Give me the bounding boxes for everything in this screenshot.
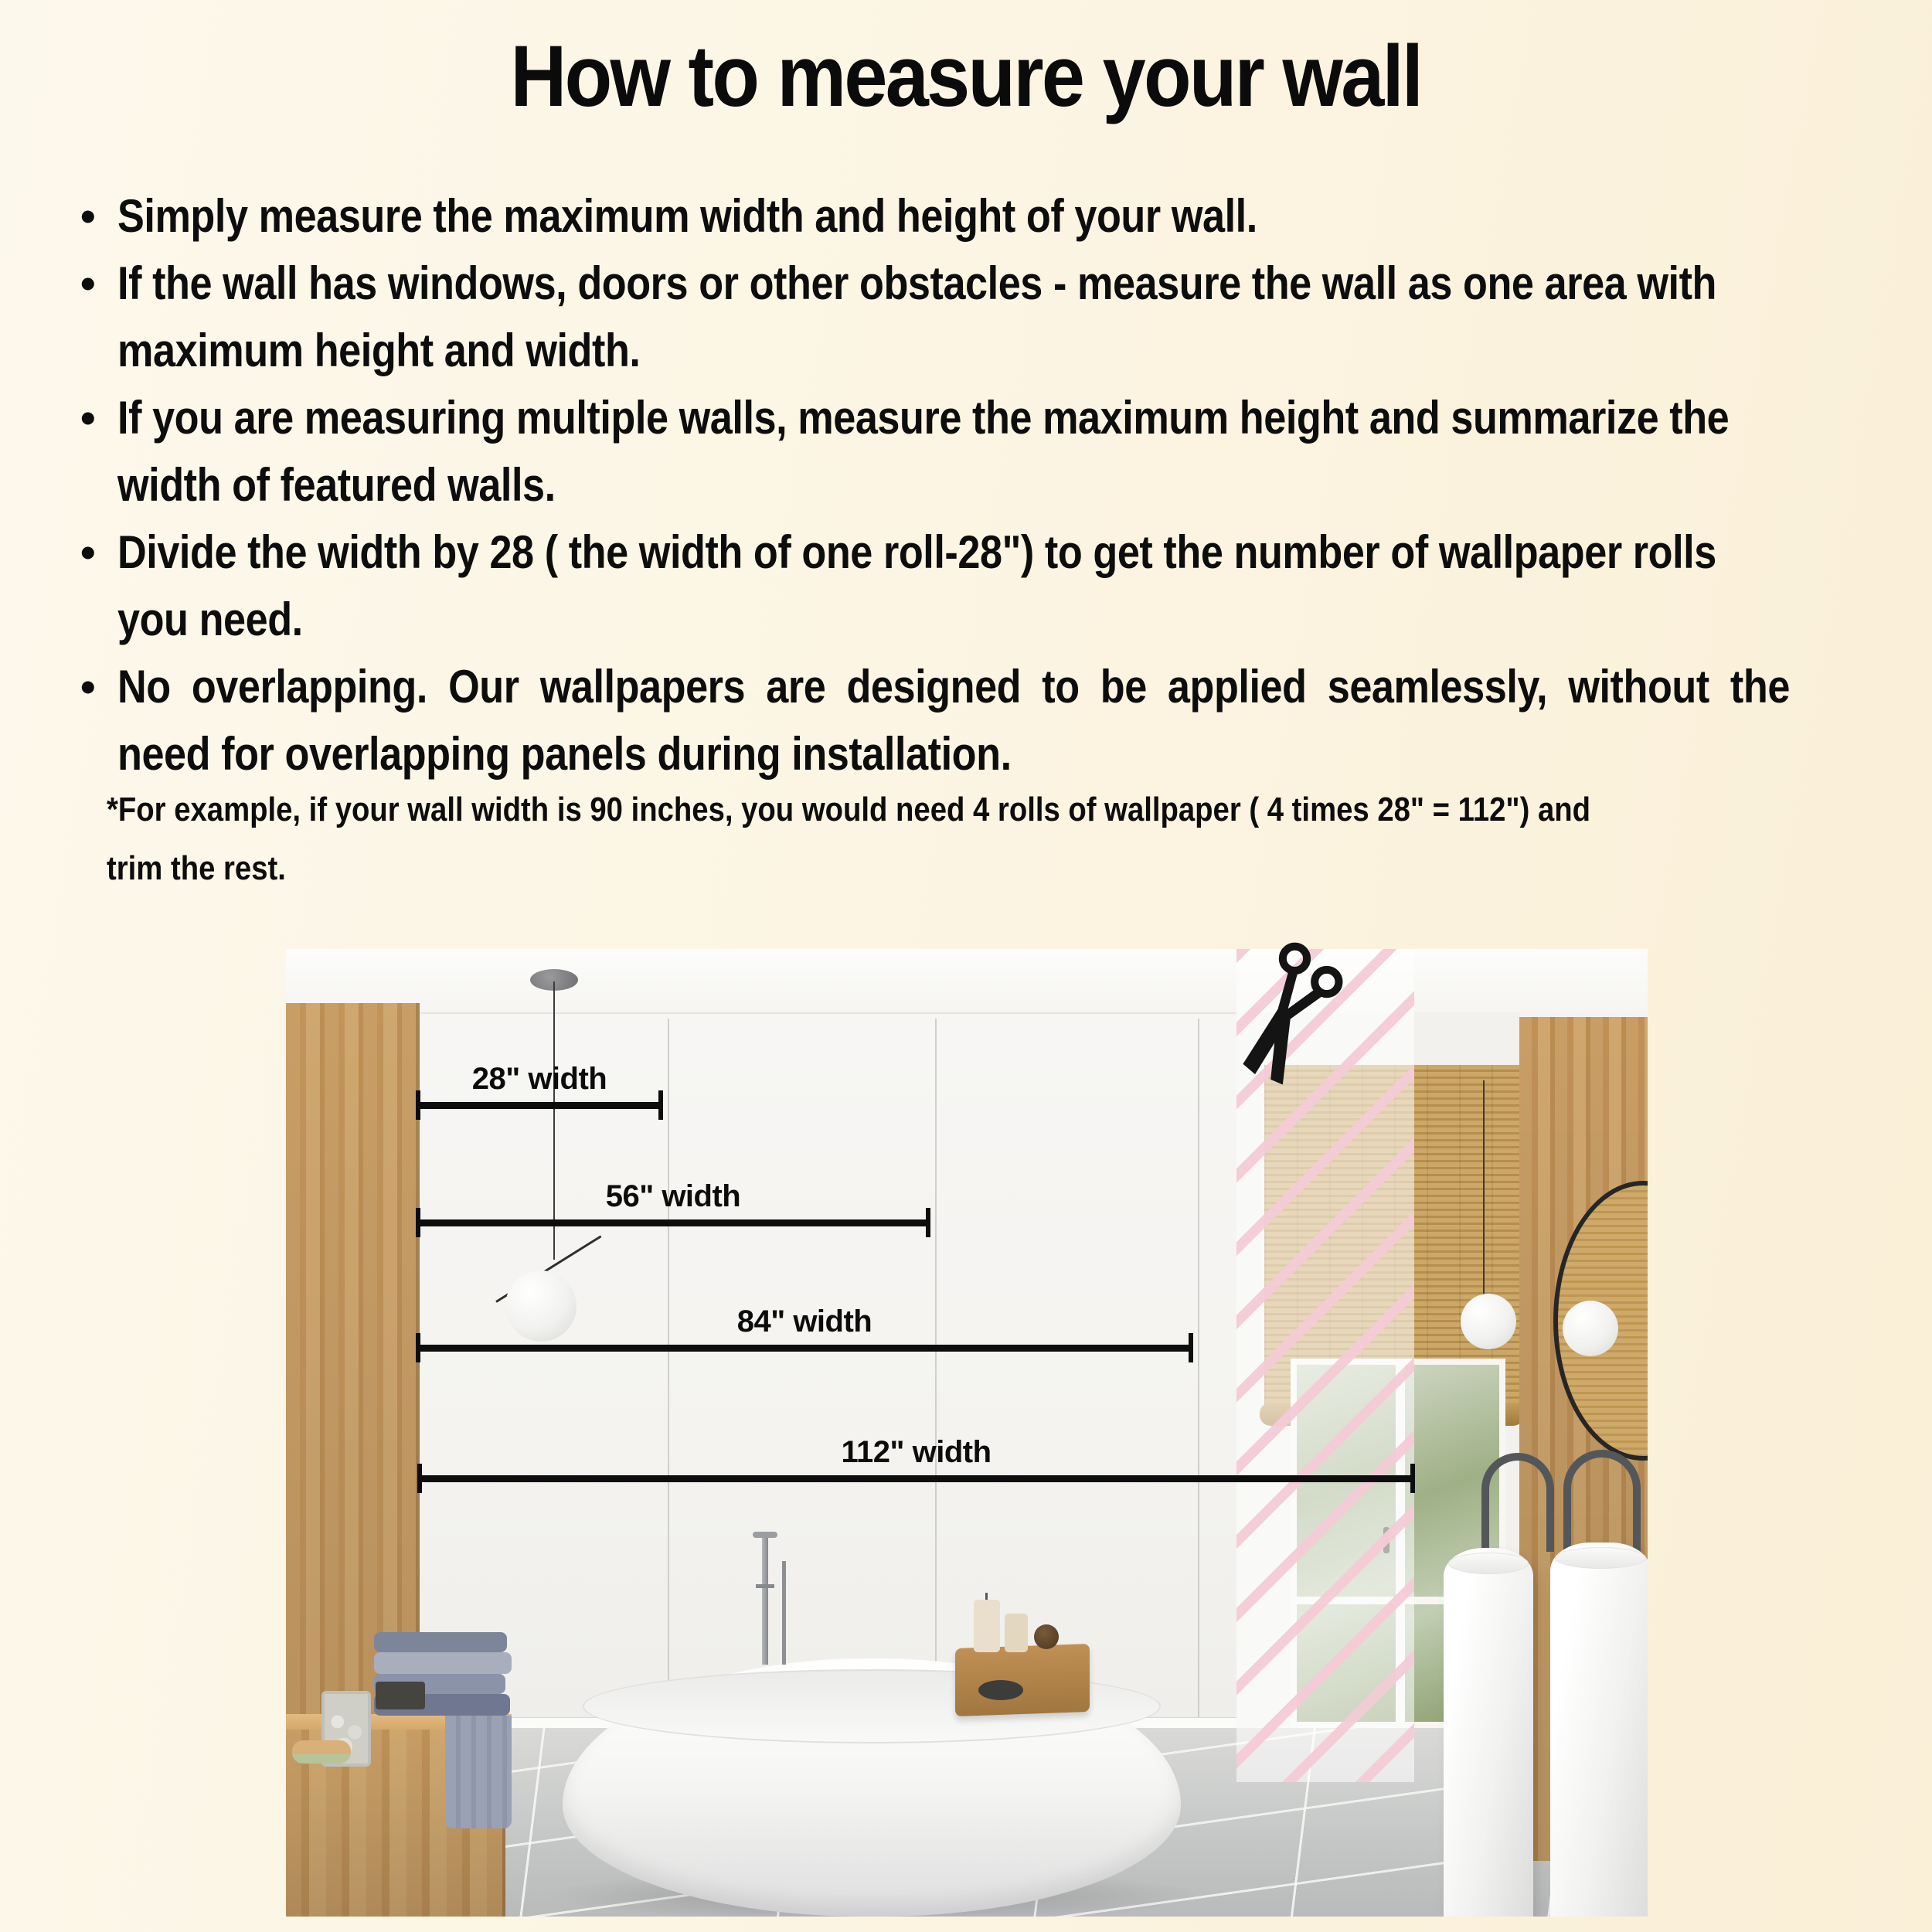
footnote-line <box>107 839 1884 898</box>
list-item-text: If the wall has windows, doors or other obstacles - measure the wall as one area with <box>117 257 1716 309</box>
pinecone <box>1034 1624 1059 1649</box>
dimension-arrow-112 <box>418 1475 1414 1482</box>
list-item-text: you need. <box>117 594 303 645</box>
pendant-wire <box>553 981 555 1260</box>
hanging-towel <box>445 1716 512 1828</box>
floor-faucet <box>762 1536 768 1665</box>
ceiling <box>286 949 1648 1014</box>
list-item <box>80 384 1881 451</box>
mirror-globe-light <box>1563 1301 1618 1356</box>
right-pendant-wire <box>1483 1080 1485 1297</box>
list-item-text: Divide the width by 28 ( the width of one roll-28") to get the number of wallpaper rolls <box>117 526 1716 578</box>
black-arch-faucet <box>1563 1450 1641 1552</box>
list-item-text: maximum height and width. <box>117 325 641 376</box>
candle <box>974 1600 1000 1652</box>
list-item-text: Simply measure the maximum width and height of your wall. <box>117 190 1257 242</box>
footnote-text: trim the rest. <box>107 849 286 887</box>
dimension-label-28: 28" width <box>471 1062 607 1096</box>
list-item-continuation <box>80 451 1881 519</box>
list-item-continuation <box>80 317 1881 384</box>
wall-panel-seam <box>668 1019 669 1726</box>
scissors-icon <box>1233 941 1349 1088</box>
list-item <box>80 250 1881 317</box>
list-item-text: If you are measuring multiple walls, measure the maximum height and summarize the <box>117 392 1730 444</box>
list-item <box>80 519 1881 586</box>
bathroom-measurement-photo <box>286 949 1648 1917</box>
bath-tray <box>955 1644 1090 1716</box>
dimension-arrow-28 <box>417 1102 662 1109</box>
black-arch-faucet <box>1481 1453 1554 1552</box>
list-item-continuation <box>80 720 1881 787</box>
list-item <box>80 653 1881 720</box>
footnote-text: *For example, if your wall width is 90 inches, you would need 4 rolls of wallpaper ( 4 times 28" = 112") and <box>107 791 1591 828</box>
wall-panel-seam <box>935 1019 937 1726</box>
back-wall <box>416 1012 1236 1730</box>
floor-faucet-handle <box>756 1584 774 1588</box>
list-item-text: No overlapping. Our wallpapers are designed to be applied seamlessly, without the <box>117 661 1790 713</box>
pedestal-sink-basin <box>1448 1553 1529 1574</box>
list-item-text: width of featured walls. <box>117 459 556 511</box>
pedestal-sink <box>1444 1548 1533 1917</box>
right-pendant-globe <box>1461 1294 1516 1349</box>
folded-towel <box>374 1652 512 1674</box>
folded-towel <box>374 1632 507 1652</box>
list-item-text: need for overlapping panels during installation. <box>117 728 1012 780</box>
footnote <box>107 781 1884 898</box>
footnote-line <box>107 781 1884 839</box>
dimension-label-56: 56" width <box>605 1179 741 1213</box>
candle <box>1005 1614 1028 1652</box>
pedestal-sink-basin <box>1555 1547 1646 1569</box>
dimension-label-112: 112" width <box>841 1435 992 1469</box>
pedestal-sink <box>1550 1543 1648 1917</box>
list-item-continuation <box>80 586 1881 653</box>
page-title-text: How to measure your wall <box>510 28 1422 124</box>
dimension-label-84: 84" width <box>736 1304 872 1338</box>
wall-panel-seam <box>1198 1019 1199 1726</box>
instruction-list <box>80 182 1881 787</box>
floor-faucet-spout <box>753 1532 777 1538</box>
dimension-arrow-84 <box>417 1345 1192 1352</box>
bath-brush <box>292 1740 351 1764</box>
dimension-arrow-56 <box>417 1219 930 1226</box>
floor-faucet-handshower <box>782 1561 786 1665</box>
page-title <box>0 26 1932 126</box>
soap-box <box>376 1682 425 1709</box>
list-item <box>80 182 1881 250</box>
dark-bowl <box>978 1680 1023 1700</box>
